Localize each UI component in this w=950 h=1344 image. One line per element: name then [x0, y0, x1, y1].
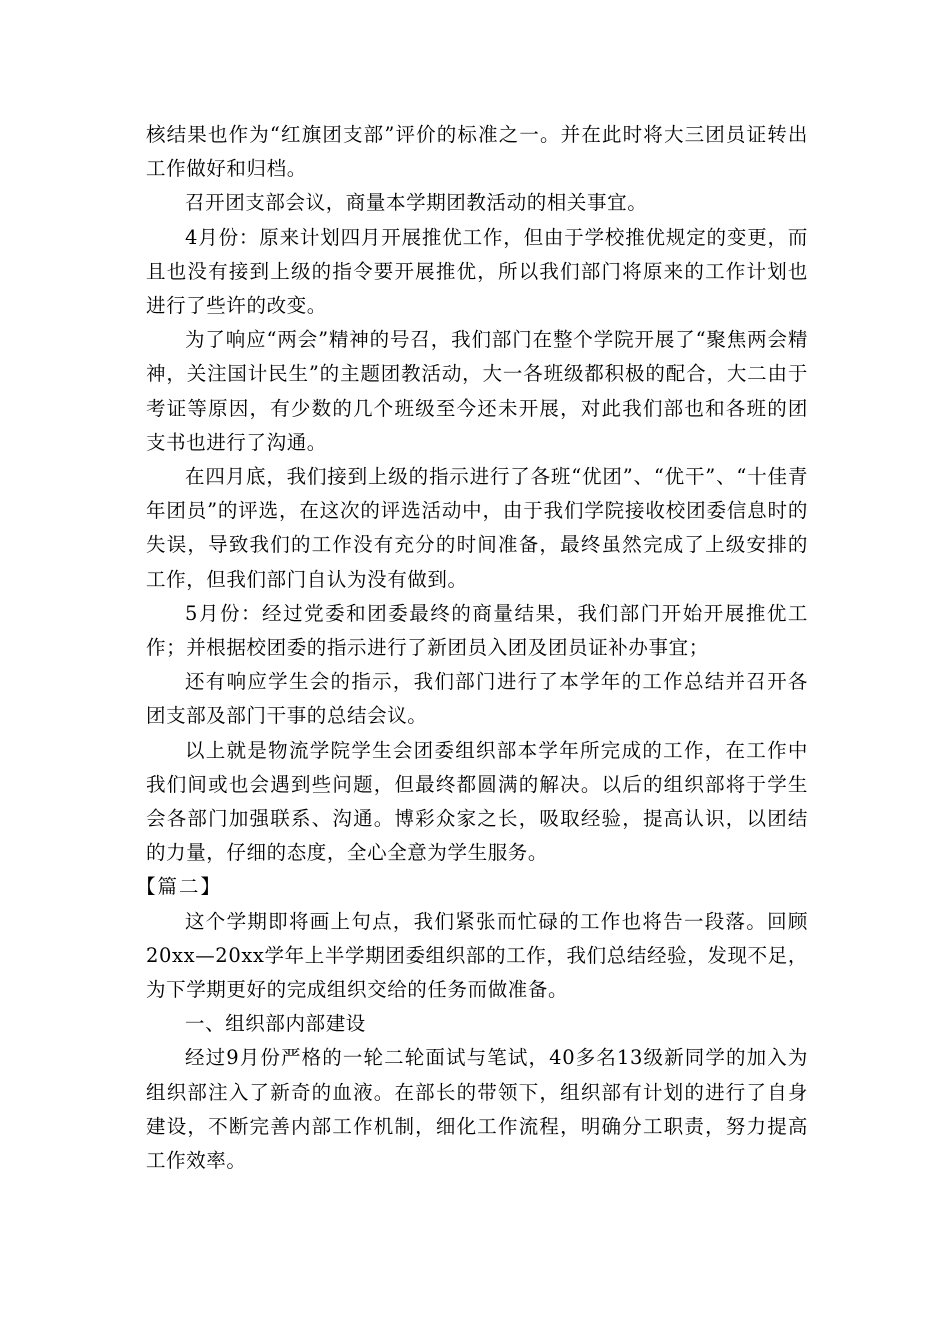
body-paragraph: 这个学期即将画上句点，我们紧张而忙碌的工作也将告一段落。回顾20xx—20xx学年上半学期团委组织部的工作，我们总结经验，发现不足，为下学期更好的完成组织交给的任务而做准备。: [146, 909, 808, 1002]
section-heading: 【篇二】: [136, 875, 223, 899]
body-paragraph: 5月份：经过党委和团委最终的商量结果，我们部门开始开展推优工作；并根据校团委的指示进行了新团员入团及团员证补办事宜；: [146, 601, 808, 660]
subsection-heading: 一、组织部内部建设: [185, 1012, 366, 1036]
body-paragraph: 经过9月份严格的一轮二轮面试与笔试，40多名13级新同学的加入为组织部注入了新奇的血液。在部长的带领下，组织部有计划的进行了自身建设，不断完善内部工作机制，细化工作流程，明确分工职责，努力提高工作效率。: [146, 1046, 808, 1173]
body-paragraph: 还有响应学生会的指示，我们部门进行了本学年的工作总结并召开各团支部及部门干事的总结会议。: [146, 670, 808, 728]
body-paragraph: 在四月底，我们接到上级的指示进行了各班“优团”、“优干”、“十佳青年团员”的评选，在这次的评选活动中，由于我们学院接收校团委信息时的失误，导致我们的工作没有充分的时间准备，最终虽然完成了上级安排的工作，但我们部门自认为没有做到。: [146, 465, 808, 591]
body-paragraph: 召开团支部会议，商量本学期团教活动的相关事宜。: [185, 191, 648, 215]
document-page: [136, 118, 808, 1178]
body-paragraph: 为了响应“两会”精神的号召，我们部门在整个学院开展了“聚焦两会精神，关注国计民生”的主题团教活动，大一各班级都积极的配合，大二由于考证等原因，有少数的几个班级至今还未开展，对此我们部也和各班的团支书也进行了沟通。: [146, 328, 808, 454]
body-paragraph: 4月份：原来计划四月开展推优工作，但由于学校推优规定的变更，而且也没有接到上级的指令要开展推优，所以我们部门将原来的工作计划也进行了些许的改变。: [146, 225, 808, 318]
body-paragraph: 以上就是物流学院学生会团委组织部本学年所完成的工作，在工作中我们间或也会遇到些问题，但最终都圆满的解决。以后的组织部将于学生会各部门加强联系、沟通。博彩众家之长，吸取经验，提高认识，以团结的力量，仔细的态度，全心全意为学生服务。: [146, 738, 808, 865]
body-paragraph: 核结果也作为“红旗团支部”评价的标准之一。并在此时将大三团员证转出工作做好和归档。: [146, 123, 808, 181]
